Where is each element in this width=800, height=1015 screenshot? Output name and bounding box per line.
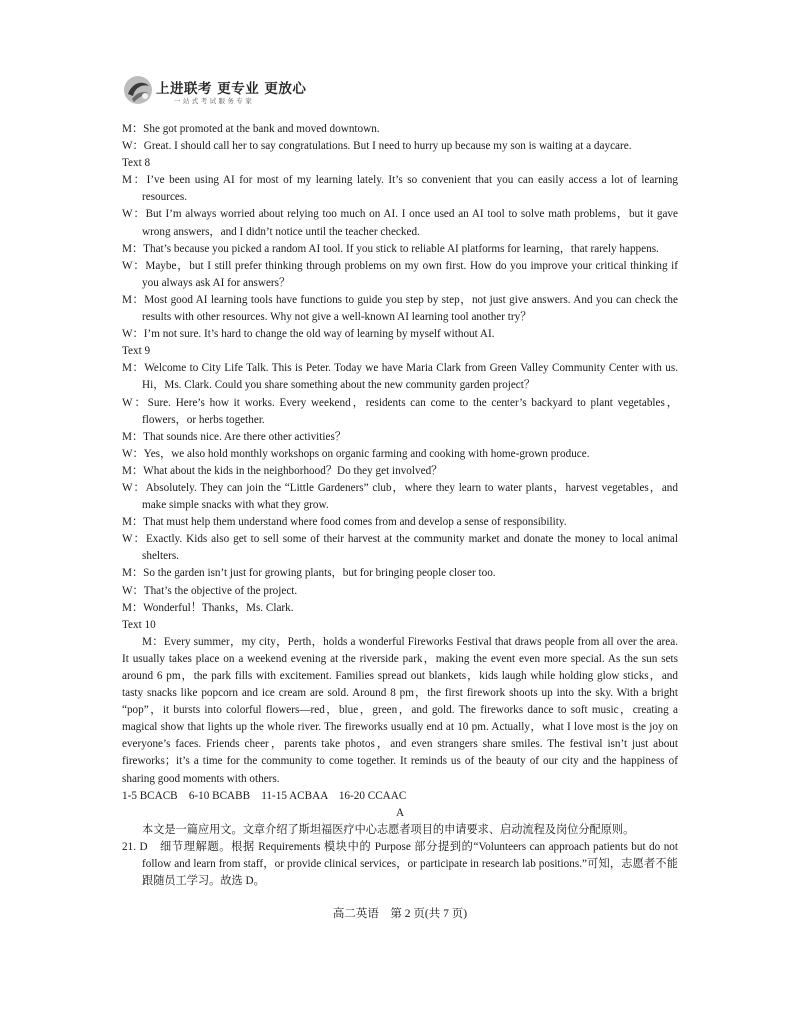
- text10-heading: Text 10: [122, 618, 156, 631]
- dialogue-line: M：That’s because you picked a random AI tool. If you stick to reliable AI platforms for learning，that rarely happens.: [122, 242, 659, 255]
- dialogue-line: M：I’ve been using AI for most of my learning lately. It’s so convenient that you can easily access a lot of learning resources.: [122, 174, 678, 204]
- dialogue-line: W：But I’m always worried about relying too much on AI. I once used an AI tool to solve math problems，but it gave wrong answers，and I didn’t notice until the teacher checked.: [122, 208, 678, 238]
- dialogue-line: W：That’s the objective of the project.: [122, 584, 298, 597]
- page-footer: 高二英语 第 2 页(共 7 页): [332, 908, 468, 920]
- dialogue-line: M：Wonderful！Thanks，Ms. Clark.: [122, 601, 294, 614]
- dialogue-line: W：Yes，we also hold monthly workshops on organic farming and cooking with home-grown produce.: [122, 447, 590, 460]
- dialogue-line: W：Great. I should call her to say congratulations. But I need to hurry up because my son is waiting at a daycare.: [122, 140, 632, 153]
- dialogue-line: M：Most good AI learning tools have functions to guide you step by step，not just give answers. And you can check the results with other resources. Why not give a well-known AI learning tool another try？: [122, 293, 678, 324]
- text10-paragraph: M：Every summer，my city，Perth，holds a wonderful Fireworks Festival that draws people from all over the area. It usually takes place on a weekend evening at the riverside park，making the event even more special. As the sun sets around 6 pm，the park fills with excitement. Families spread out blankets，kids laugh while holding glow sticks，and tasty snacks like popcorn and ice cream are sold. Around 8 pm，the first firework shoots up into the sky. With a bright “pop”，it bursts into colorful flowers—red，blue，green，and gold. The fireworks dance to soft music，creating a magical show that lights up the whole river. The fireworks usually end at 10 pm. Actually，what I love most is the joy on everyone’s faces. Friends cheer，parents take photos，and even strangers share smiles. The festival isn’t just about fireworks；it’s a time for the community to come together. It reminds us of the beauty of our city and the happiness of sharing good moments with others.: [122, 635, 678, 785]
- dialogue-line: M：So the garden isn’t just for growing plants，but for bringing people closer too.: [122, 567, 496, 580]
- section-label: A: [395, 806, 405, 819]
- page-header: [122, 74, 422, 112]
- dialogue-line: M：She got promoted at the bank and moved downtown.: [122, 123, 380, 135]
- dialogue-line: W：Exactly. Kids also get to sell some of their harvest at the community market and donate the money to local animal shelters.: [122, 533, 678, 563]
- brand-slogan: 一站式考试服务专家: [174, 97, 255, 105]
- section-intro: 本文是一篇应用文。文章介绍了斯坦福医疗中心志愿者项目的申请要求、启动流程及岗位分配原则。: [142, 823, 635, 836]
- text8-heading: Text 8: [122, 157, 151, 170]
- dialogue-line: M：What about the kids in the neighborhood？Do they get involved？: [122, 464, 443, 477]
- brand-name: 上进联考 更专业 更放心: [156, 81, 307, 97]
- dialogue-line: M：That must help them understand where food comes from and develop a sense of responsibility.: [122, 516, 567, 529]
- dialogue-line: M：Welcome to City Life Talk. This is Peter. Today we have Maria Clark from Green Valley Community Center with us. Hi，Ms. Clark. Could you share something about the new community garden project？: [122, 362, 678, 392]
- dialogue-line: W：Absolutely. They can join the “Little Gardeners” club，where they learn to water plants，harvest vegetables，and make simple snacks with what they grow.: [122, 481, 678, 512]
- logo-icon: [122, 74, 154, 106]
- answer-key: 1-5 BCACB 6-10 BCABB 11-15 ACBAA 16-20 CCAAC: [122, 789, 407, 802]
- page-content: [122, 121, 678, 890]
- text9-heading: Text 9: [122, 345, 151, 358]
- dialogue-line: M：That sounds nice. Are there other activities？: [122, 430, 347, 443]
- dialogue-line: W：Maybe，but I still prefer thinking through problems on my own first. How do you improve your critical thinking if you always ask AI for answers？: [122, 259, 678, 289]
- question-explanation: 21. D 细节理解题。根据 Requirements 模块中的 Purpose 部分提到的“Volunteers can approach patients but do not follow and learn from staff，or provide clinical services，or participate in research lab positions.”可知，志愿者不能跟随员工学习。故选 D。: [122, 840, 678, 888]
- dialogue-line: W：Sure. Here’s how it works. Every weekend，residents can come to the center’s backyard to plant vegetables，flowers，or herbs together.: [122, 396, 678, 426]
- dialogue-line: W：I’m not sure. It’s hard to change the old way of learning by myself without AI.: [122, 328, 495, 341]
